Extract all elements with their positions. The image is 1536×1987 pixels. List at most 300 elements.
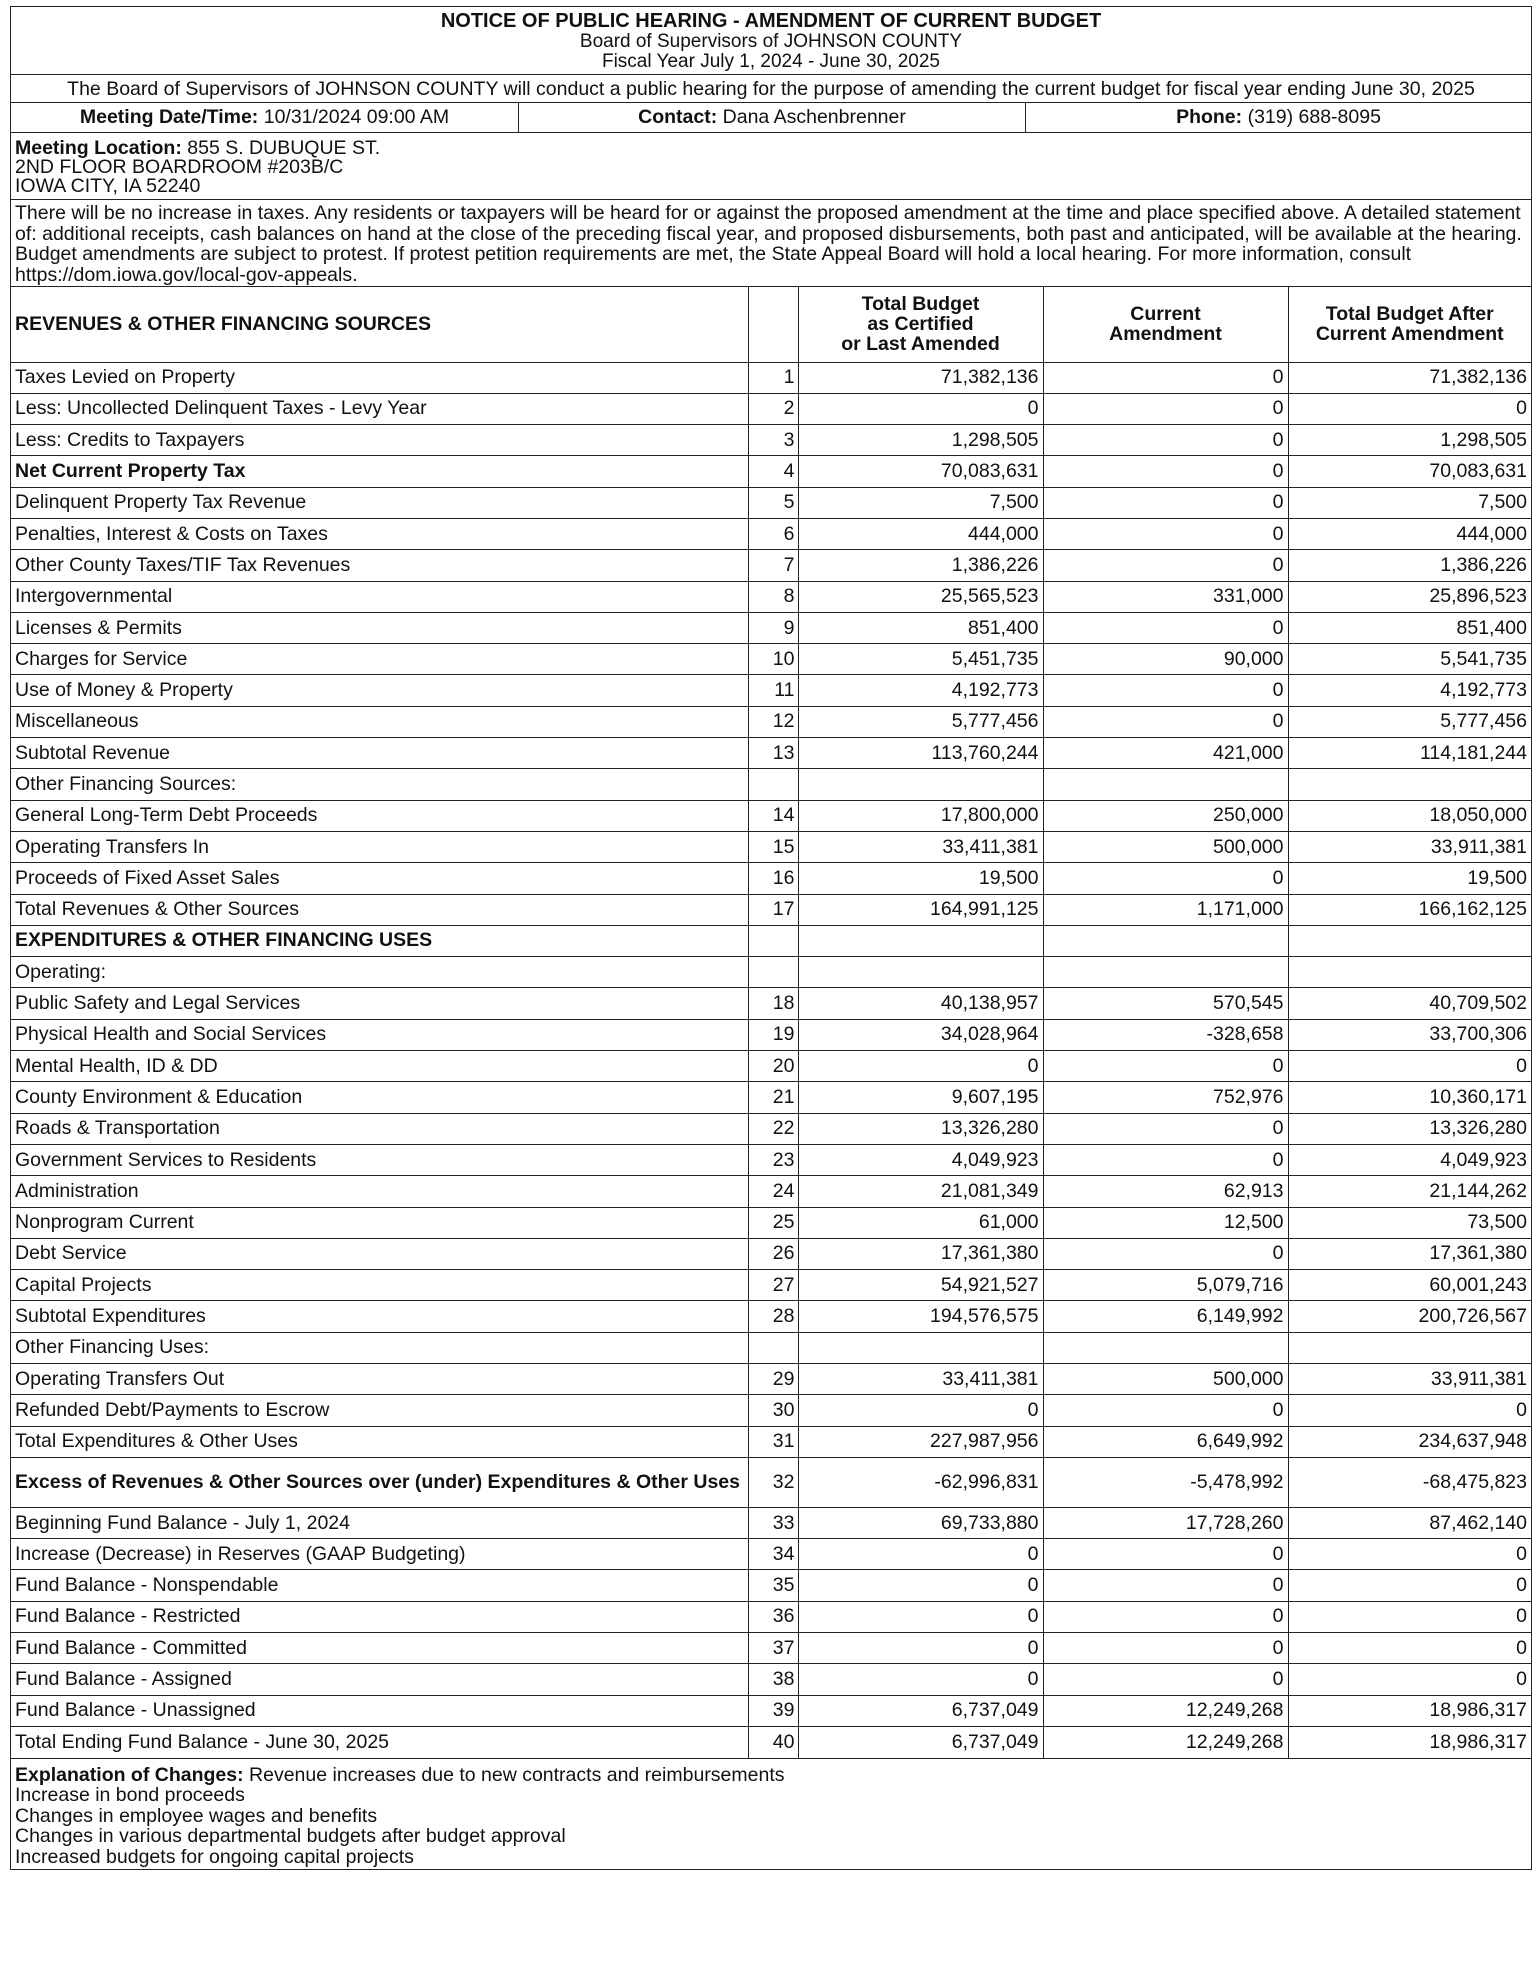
row-amendment-value: 12,249,268 bbox=[1043, 1695, 1288, 1726]
row-label: Government Services to Residents bbox=[11, 1144, 748, 1175]
row-label: Less: Credits to Taxpayers bbox=[11, 425, 748, 456]
row-label: Excess of Revenues & Other Sources over (under) Expenditures & Other Uses bbox=[11, 1457, 748, 1507]
notice-text: There will be no increase in taxes. Any residents or taxpayers will be heard for or against the proposed amendment at the time and place specified above. A detailed statement of: additional receipts, cash balances on hand at the close of the preceding fiscal year, and proposed disbursements, both past and anticipated, will be available at the hearing. Budget amendments are subject to protest. If protest petition requirements are met, the State Appeal Board will hold a local hearing. For more information, consult https://dom.iowa.gov/local-gov-appeals. bbox=[11, 200, 1531, 287]
table-row bbox=[11, 1601, 1531, 1632]
row-line-number: 10 bbox=[748, 644, 798, 675]
row-label: Fund Balance - Restricted bbox=[11, 1601, 748, 1632]
table-row bbox=[11, 1082, 1531, 1113]
row-after-value: 18,050,000 bbox=[1288, 800, 1531, 831]
table-row bbox=[11, 1570, 1531, 1601]
row-line-number: 30 bbox=[748, 1395, 798, 1426]
row-amendment-value: 570,545 bbox=[1043, 988, 1288, 1019]
row-after-value: 0 bbox=[1288, 1395, 1531, 1426]
table-row bbox=[11, 925, 1531, 956]
table-row bbox=[11, 1507, 1531, 1538]
table-row bbox=[11, 581, 1531, 612]
row-label: Increase (Decrease) in Reserves (GAAP Budgeting) bbox=[11, 1539, 748, 1570]
meeting-phone bbox=[1026, 103, 1531, 132]
row-amendment-value bbox=[1043, 1332, 1288, 1363]
row-amendment-value: 0 bbox=[1043, 1664, 1288, 1695]
section-header-revenues: REVENUES & OTHER FINANCING SOURCES bbox=[11, 287, 748, 362]
meeting-datetime bbox=[11, 103, 519, 132]
row-label: Administration bbox=[11, 1176, 748, 1207]
row-line-number bbox=[748, 925, 798, 956]
col-header-amendment-line1: Current bbox=[1130, 303, 1201, 326]
budget-table-section bbox=[11, 287, 1531, 1759]
row-amendment-value: 0 bbox=[1043, 1570, 1288, 1601]
row-after-value: 18,986,317 bbox=[1288, 1695, 1531, 1726]
table-row bbox=[11, 644, 1531, 675]
row-line-number: 7 bbox=[748, 550, 798, 581]
row-line-number: 2 bbox=[748, 393, 798, 424]
row-certified-value: -62,996,831 bbox=[798, 1457, 1043, 1507]
row-certified-value: 0 bbox=[798, 1601, 1043, 1632]
row-certified-value: 1,386,226 bbox=[798, 550, 1043, 581]
row-amendment-value: 0 bbox=[1043, 1633, 1288, 1664]
row-line-number: 14 bbox=[748, 800, 798, 831]
table-row bbox=[11, 675, 1531, 706]
row-label: Miscellaneous bbox=[11, 706, 748, 737]
col-header-certified bbox=[798, 287, 1043, 362]
row-amendment-value: 331,000 bbox=[1043, 581, 1288, 612]
row-label: Charges for Service bbox=[11, 644, 748, 675]
table-row bbox=[11, 456, 1531, 487]
row-amendment-value: 0 bbox=[1043, 675, 1288, 706]
row-line-number: 27 bbox=[748, 1270, 798, 1301]
table-row bbox=[11, 1019, 1531, 1050]
row-line-number: 31 bbox=[748, 1426, 798, 1457]
row-label: Debt Service bbox=[11, 1238, 748, 1269]
row-label: Subtotal Expenditures bbox=[11, 1301, 748, 1332]
row-certified-value bbox=[798, 1332, 1043, 1363]
table-row bbox=[11, 863, 1531, 894]
row-certified-value: 33,411,381 bbox=[798, 1364, 1043, 1395]
row-line-number bbox=[748, 957, 798, 988]
row-line-number: 15 bbox=[748, 831, 798, 862]
row-label: Operating: bbox=[11, 957, 748, 988]
row-label: Nonprogram Current bbox=[11, 1207, 748, 1238]
row-after-value bbox=[1288, 1332, 1531, 1363]
row-after-value: 33,911,381 bbox=[1288, 831, 1531, 862]
table-row bbox=[11, 1395, 1531, 1426]
row-after-value: 21,144,262 bbox=[1288, 1176, 1531, 1207]
row-line-number: 21 bbox=[748, 1082, 798, 1113]
row-amendment-value: 0 bbox=[1043, 1238, 1288, 1269]
row-after-value: 17,361,380 bbox=[1288, 1238, 1531, 1269]
row-certified-value: 851,400 bbox=[798, 612, 1043, 643]
row-line-number: 24 bbox=[748, 1176, 798, 1207]
row-amendment-value: 0 bbox=[1043, 518, 1288, 549]
row-label: Physical Health and Social Services bbox=[11, 1019, 748, 1050]
row-after-value: 0 bbox=[1288, 1664, 1531, 1695]
row-amendment-value bbox=[1043, 925, 1288, 956]
row-amendment-value: 0 bbox=[1043, 1601, 1288, 1632]
explanation-label: Explanation of Changes: bbox=[15, 1763, 244, 1786]
row-label: Subtotal Revenue bbox=[11, 738, 748, 769]
row-line-number: 9 bbox=[748, 612, 798, 643]
phone-value: (319) 688-8095 bbox=[1247, 106, 1381, 128]
row-line-number: 34 bbox=[748, 1539, 798, 1570]
budget-table bbox=[11, 287, 1531, 1758]
row-certified-value bbox=[798, 957, 1043, 988]
table-row bbox=[11, 1301, 1531, 1332]
row-line-number: 40 bbox=[748, 1726, 798, 1757]
row-certified-value: 40,138,957 bbox=[798, 988, 1043, 1019]
row-amendment-value: 250,000 bbox=[1043, 800, 1288, 831]
row-line-number: 12 bbox=[748, 706, 798, 737]
meeting-contact bbox=[519, 103, 1026, 132]
row-certified-value: 1,298,505 bbox=[798, 425, 1043, 456]
row-certified-value bbox=[798, 769, 1043, 800]
explanation-of-changes bbox=[11, 1759, 1531, 1870]
row-certified-value: 4,049,923 bbox=[798, 1144, 1043, 1175]
row-after-value: 60,001,243 bbox=[1288, 1270, 1531, 1301]
row-after-value: 4,192,773 bbox=[1288, 675, 1531, 706]
row-amendment-value: 12,500 bbox=[1043, 1207, 1288, 1238]
row-amendment-value: 0 bbox=[1043, 863, 1288, 894]
row-label: Fund Balance - Nonspendable bbox=[11, 1570, 748, 1601]
row-line-number: 11 bbox=[748, 675, 798, 706]
line-number-header bbox=[748, 287, 798, 362]
row-line-number: 25 bbox=[748, 1207, 798, 1238]
row-certified-value: 25,565,523 bbox=[798, 581, 1043, 612]
contact-value: Dana Aschenbrenner bbox=[722, 106, 906, 128]
table-row bbox=[11, 706, 1531, 737]
row-label: Penalties, Interest & Costs on Taxes bbox=[11, 518, 748, 549]
row-after-value: 200,726,567 bbox=[1288, 1301, 1531, 1332]
row-certified-value: 13,326,280 bbox=[798, 1113, 1043, 1144]
explanation-line: Increase in bond proceeds bbox=[15, 1784, 245, 1807]
explanation-line: Increased budgets for ongoing capital projects bbox=[15, 1845, 414, 1868]
row-amendment-value: 5,079,716 bbox=[1043, 1270, 1288, 1301]
row-label: EXPENDITURES & OTHER FINANCING USES bbox=[11, 925, 748, 956]
row-after-value: 0 bbox=[1288, 1539, 1531, 1570]
table-row bbox=[11, 769, 1531, 800]
row-line-number: 18 bbox=[748, 988, 798, 1019]
row-label: Fund Balance - Assigned bbox=[11, 1664, 748, 1695]
row-after-value: -68,475,823 bbox=[1288, 1457, 1531, 1507]
row-label: Operating Transfers Out bbox=[11, 1364, 748, 1395]
row-certified-value: 21,081,349 bbox=[798, 1176, 1043, 1207]
row-after-value: 13,326,280 bbox=[1288, 1113, 1531, 1144]
notice-title: NOTICE OF PUBLIC HEARING - AMENDMENT OF CURRENT BUDGET bbox=[440, 10, 1102, 32]
table-row bbox=[11, 1051, 1531, 1082]
table-row bbox=[11, 1695, 1531, 1726]
row-label: Use of Money & Property bbox=[11, 675, 748, 706]
row-certified-value: 0 bbox=[798, 1570, 1043, 1601]
row-line-number: 1 bbox=[748, 362, 798, 393]
row-after-value: 18,986,317 bbox=[1429, 1730, 1527, 1753]
row-after-value: 0 bbox=[1288, 1051, 1531, 1082]
col-header-certified-line2: as Certified bbox=[867, 313, 974, 336]
table-row bbox=[11, 487, 1531, 518]
row-line-number: 32 bbox=[748, 1457, 798, 1507]
table-row bbox=[11, 1457, 1531, 1507]
row-after-value: 40,709,502 bbox=[1288, 988, 1531, 1019]
row-certified-value: 6,737,049 bbox=[798, 1726, 1043, 1757]
table-row bbox=[11, 1539, 1531, 1570]
row-after-value: 0 bbox=[1288, 393, 1531, 424]
row-certified-value: 17,800,000 bbox=[798, 800, 1043, 831]
row-certified-value: 71,382,136 bbox=[798, 362, 1043, 393]
row-after-value bbox=[1288, 957, 1531, 988]
explanation-line: Changes in various departmental budgets after budget approval bbox=[15, 1825, 566, 1848]
row-after-value: 1,386,226 bbox=[1288, 550, 1531, 581]
row-label: Proceeds of Fixed Asset Sales bbox=[11, 863, 748, 894]
row-after-value: 234,637,948 bbox=[1288, 1426, 1531, 1457]
table-row bbox=[11, 425, 1531, 456]
row-amendment-value: 500,000 bbox=[1043, 831, 1288, 862]
row-amendment-value: 0 bbox=[1043, 393, 1288, 424]
table-row bbox=[11, 1144, 1531, 1175]
row-certified-value: 7,500 bbox=[798, 487, 1043, 518]
row-certified-value: 194,576,575 bbox=[798, 1301, 1043, 1332]
table-row bbox=[11, 362, 1531, 393]
row-line-number: 3 bbox=[748, 425, 798, 456]
row-amendment-value: 0 bbox=[1043, 487, 1288, 518]
row-certified-value: 0 bbox=[798, 1539, 1043, 1570]
row-line-number: 22 bbox=[748, 1113, 798, 1144]
table-row bbox=[11, 957, 1531, 988]
row-amendment-value: 0 bbox=[1043, 456, 1288, 487]
row-amendment-value: 0 bbox=[1043, 612, 1288, 643]
row-line-number: 5 bbox=[748, 487, 798, 518]
row-after-value: 5,777,456 bbox=[1288, 706, 1531, 737]
row-line-number bbox=[748, 769, 798, 800]
table-row bbox=[11, 612, 1531, 643]
row-certified-value: 227,987,956 bbox=[798, 1426, 1043, 1457]
row-certified-value: 54,921,527 bbox=[798, 1270, 1043, 1301]
col-header-certified-line3: or Last Amended bbox=[841, 333, 1000, 356]
row-after-value: 114,181,244 bbox=[1288, 738, 1531, 769]
row-certified-value: 17,361,380 bbox=[798, 1238, 1043, 1269]
col-header-certified-line1: Total Budget bbox=[861, 293, 980, 316]
row-after-value: 166,162,125 bbox=[1288, 894, 1531, 925]
row-label: Total Revenues & Other Sources bbox=[11, 894, 748, 925]
row-line-number: 4 bbox=[748, 456, 798, 487]
row-after-value: 0 bbox=[1288, 1570, 1531, 1601]
row-certified-value: 4,192,773 bbox=[798, 675, 1043, 706]
row-label: Net Current Property Tax bbox=[11, 456, 748, 487]
table-header-row bbox=[11, 287, 1531, 362]
table-row bbox=[11, 1238, 1531, 1269]
row-line-number: 19 bbox=[748, 1019, 798, 1050]
row-certified-value: 0 bbox=[798, 393, 1043, 424]
board-name: Board of Supervisors of JOHNSON COUNTY bbox=[579, 31, 963, 52]
budget-table-body bbox=[11, 362, 1531, 1758]
row-certified-value: 0 bbox=[798, 1664, 1043, 1695]
table-row bbox=[11, 393, 1531, 424]
row-after-value: 5,541,735 bbox=[1288, 644, 1531, 675]
col-header-after-line1: Total Budget After bbox=[1325, 303, 1494, 326]
col-header-amendment bbox=[1043, 287, 1288, 362]
row-line-number: 36 bbox=[748, 1601, 798, 1632]
row-amendment-value: 500,000 bbox=[1043, 1364, 1288, 1395]
row-certified-value: 5,777,456 bbox=[798, 706, 1043, 737]
row-amendment-value: 62,913 bbox=[1043, 1176, 1288, 1207]
row-line-number: 13 bbox=[748, 738, 798, 769]
table-row bbox=[11, 894, 1531, 925]
row-certified-value: 34,028,964 bbox=[798, 1019, 1043, 1050]
row-line-number: 23 bbox=[748, 1144, 798, 1175]
table-row bbox=[11, 1633, 1531, 1664]
row-label: Mental Health, ID & DD bbox=[11, 1051, 748, 1082]
explanation-line: Changes in employee wages and benefits bbox=[15, 1804, 378, 1827]
row-label: Licenses & Permits bbox=[11, 612, 748, 643]
row-amendment-value: 12,249,268 bbox=[1043, 1726, 1288, 1757]
table-row bbox=[11, 518, 1531, 549]
row-label: Delinquent Property Tax Revenue bbox=[11, 487, 748, 518]
row-label: Operating Transfers In bbox=[11, 831, 748, 862]
row-amendment-value: 6,149,992 bbox=[1043, 1301, 1288, 1332]
row-line-number: 16 bbox=[748, 863, 798, 894]
row-amendment-value: 0 bbox=[1043, 425, 1288, 456]
row-line-number: 8 bbox=[748, 581, 798, 612]
table-row bbox=[11, 1113, 1531, 1144]
intro-text: The Board of Supervisors of JOHNSON COUNTY will conduct a public hearing for the purpose of amending the current budget for fiscal year ending June 30, 2025 bbox=[11, 75, 1531, 103]
row-line-number: 26 bbox=[748, 1238, 798, 1269]
row-after-value: 10,360,171 bbox=[1288, 1082, 1531, 1113]
row-after-value: 73,500 bbox=[1288, 1207, 1531, 1238]
col-header-after bbox=[1288, 287, 1531, 362]
row-label: Capital Projects bbox=[11, 1270, 748, 1301]
row-certified-value: 70,083,631 bbox=[798, 456, 1043, 487]
row-amendment-value: 6,649,992 bbox=[1043, 1426, 1288, 1457]
row-amendment-value: 0 bbox=[1043, 706, 1288, 737]
row-certified-value: 113,760,244 bbox=[798, 738, 1043, 769]
row-label: Beginning Fund Balance - July 1, 2024 bbox=[11, 1507, 748, 1538]
row-amendment-value: -5,478,992 bbox=[1043, 1457, 1288, 1507]
row-amendment-value: 421,000 bbox=[1043, 738, 1288, 769]
row-amendment-value: 0 bbox=[1043, 362, 1288, 393]
row-after-value: 33,700,306 bbox=[1288, 1019, 1531, 1050]
phone-label: Phone: bbox=[1176, 106, 1243, 128]
location-line3: IOWA CITY, IA 52240 bbox=[15, 175, 201, 197]
row-line-number: 6 bbox=[748, 518, 798, 549]
row-after-value bbox=[1288, 925, 1531, 956]
table-row bbox=[11, 988, 1531, 1019]
table-row bbox=[11, 738, 1531, 769]
row-label: Public Safety and Legal Services bbox=[11, 988, 748, 1019]
table-row bbox=[11, 800, 1531, 831]
row-after-value: 7,500 bbox=[1288, 487, 1531, 518]
budget-notice bbox=[10, 6, 1532, 1870]
row-amendment-value: 17,728,260 bbox=[1043, 1507, 1288, 1538]
row-label: Roads & Transportation bbox=[11, 1113, 748, 1144]
row-certified-value: 33,411,381 bbox=[798, 831, 1043, 862]
row-amendment-value: 0 bbox=[1043, 550, 1288, 581]
row-label: Total Expenditures & Other Uses bbox=[11, 1426, 748, 1457]
row-certified-value: 0 bbox=[798, 1395, 1043, 1426]
table-row bbox=[11, 831, 1531, 862]
location-line2: 2ND FLOOR BOARDROOM #203B/C bbox=[15, 156, 344, 178]
row-line-number: 35 bbox=[748, 1570, 798, 1601]
table-row bbox=[11, 1270, 1531, 1301]
row-line-number: 28 bbox=[748, 1301, 798, 1332]
row-label: Taxes Levied on Property bbox=[11, 362, 748, 393]
explanation-line: Revenue increases due to new contracts and reimbursements bbox=[249, 1763, 785, 1786]
row-label: Intergovernmental bbox=[11, 581, 748, 612]
row-after-value: 444,000 bbox=[1288, 518, 1531, 549]
row-after-value: 87,462,140 bbox=[1288, 1507, 1531, 1538]
row-certified-value: 5,451,735 bbox=[798, 644, 1043, 675]
row-certified-value: 444,000 bbox=[798, 518, 1043, 549]
row-line-number bbox=[748, 1332, 798, 1363]
table-row bbox=[11, 1426, 1531, 1457]
row-label: Total Ending Fund Balance - June 30, 2025 bbox=[11, 1726, 748, 1757]
row-certified-value bbox=[798, 925, 1043, 956]
row-certified-value: 164,991,125 bbox=[798, 894, 1043, 925]
row-label: Other County Taxes/TIF Tax Revenues bbox=[11, 550, 748, 581]
row-after-value: 70,083,631 bbox=[1288, 456, 1531, 487]
row-line-number: 20 bbox=[748, 1051, 798, 1082]
row-label: Refunded Debt/Payments to Escrow bbox=[11, 1395, 748, 1426]
row-certified-value: 9,607,195 bbox=[798, 1082, 1043, 1113]
meeting-datetime-value: 10/31/2024 09:00 AM bbox=[263, 106, 450, 128]
row-line-number: 39 bbox=[748, 1695, 798, 1726]
meeting-datetime-label: Meeting Date/Time: bbox=[79, 106, 259, 128]
row-after-value: 851,400 bbox=[1288, 612, 1531, 643]
row-line-number: 38 bbox=[748, 1664, 798, 1695]
row-amendment-value: 90,000 bbox=[1043, 644, 1288, 675]
meeting-info bbox=[11, 103, 1531, 133]
row-amendment-value: 0 bbox=[1043, 1395, 1288, 1426]
row-amendment-value: 0 bbox=[1043, 1539, 1288, 1570]
row-after-value bbox=[1288, 769, 1531, 800]
row-certified-value: 0 bbox=[798, 1633, 1043, 1664]
meeting-location bbox=[11, 133, 1531, 200]
row-amendment-value bbox=[1043, 957, 1288, 988]
row-amendment-value: -328,658 bbox=[1043, 1019, 1288, 1050]
table-row bbox=[11, 1364, 1531, 1395]
row-after-value: 71,382,136 bbox=[1288, 362, 1531, 393]
notice-header bbox=[11, 7, 1531, 75]
row-amendment-value: 0 bbox=[1043, 1144, 1288, 1175]
contact-label: Contact: bbox=[638, 106, 718, 128]
row-label: Less: Uncollected Delinquent Taxes - Levy Year bbox=[11, 393, 748, 424]
row-certified-value: 61,000 bbox=[798, 1207, 1043, 1238]
row-after-value: 4,049,923 bbox=[1288, 1144, 1531, 1175]
row-label: Other Financing Sources: bbox=[11, 769, 748, 800]
row-amendment-value: 1,171,000 bbox=[1043, 894, 1288, 925]
row-after-value: 1,298,505 bbox=[1288, 425, 1531, 456]
row-label: Fund Balance - Unassigned bbox=[11, 1695, 748, 1726]
location-line1: 855 S. DUBUQUE ST. bbox=[187, 137, 381, 159]
table-row bbox=[11, 1207, 1531, 1238]
row-certified-value: 6,737,049 bbox=[798, 1695, 1043, 1726]
row-amendment-value bbox=[1043, 769, 1288, 800]
row-after-value: 0 bbox=[1288, 1633, 1531, 1664]
row-after-value: 19,500 bbox=[1288, 863, 1531, 894]
row-after-value: 33,911,381 bbox=[1288, 1364, 1531, 1395]
row-after-value: 25,896,523 bbox=[1288, 581, 1531, 612]
row-line-number: 17 bbox=[748, 894, 798, 925]
table-row bbox=[11, 550, 1531, 581]
row-label: Other Financing Uses: bbox=[11, 1332, 748, 1363]
col-header-amendment-line2: Amendment bbox=[1109, 323, 1222, 346]
row-amendment-value: 752,976 bbox=[1043, 1082, 1288, 1113]
row-line-number: 37 bbox=[748, 1633, 798, 1664]
fiscal-year: Fiscal Year July 1, 2024 - June 30, 2025 bbox=[601, 51, 940, 72]
table-row bbox=[11, 1664, 1531, 1695]
row-amendment-value: 0 bbox=[1043, 1051, 1288, 1082]
row-label: Fund Balance - Committed bbox=[11, 1633, 748, 1664]
table-row bbox=[11, 1332, 1531, 1363]
row-label: General Long-Term Debt Proceeds bbox=[11, 800, 748, 831]
table-row bbox=[11, 1726, 1531, 1757]
row-line-number: 33 bbox=[748, 1507, 798, 1538]
table-row bbox=[11, 1176, 1531, 1207]
